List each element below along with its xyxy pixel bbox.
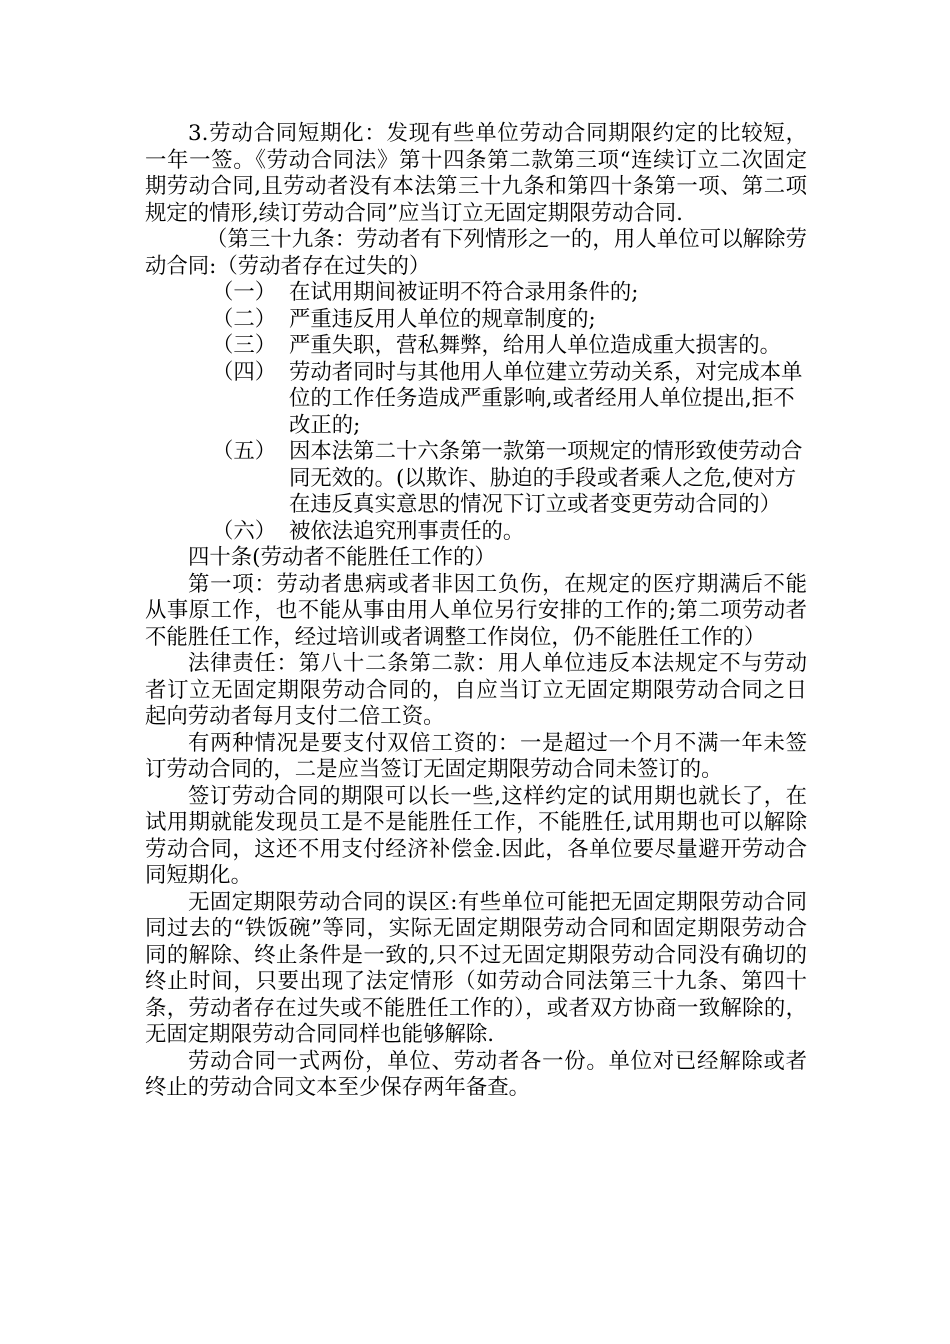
document-page	[145, 121, 807, 1102]
list-item-text: 因本法第二十六条第一款第一项规定的情形致使劳动合同无效的。(以欺诈、胁迫的手段或者乘人之危,使对方在违反真实意思的情况下订立或者变更劳动合同的）	[289, 439, 803, 517]
list-item	[212, 519, 807, 546]
paragraph-article-40: 四十条(劳动者不能胜任工作的）	[188, 545, 496, 570]
paragraph-open-ended-misconception: 无固定期限劳动合同的误区:有些单位可能把无固定期限劳动合同同过去的“铁饭碗”等同，实际无固定期限劳动合同和固定期限劳动合同的解除、终止条件是一致的,只不过无固定期限劳动合同没有确切的终止时间，只要出现了法定情形（如劳动合同法第三十九条、第四十条，劳动者存在过失或不能胜任工作的），或者双方协商一致解除的，无固定期限劳动合同同样也能够解除.	[145, 889, 807, 1047]
article-39-list	[145, 280, 807, 545]
list-item	[212, 280, 807, 307]
list-item-text: 严重违反用人单位的规章制度的;	[289, 306, 596, 332]
list-item-number: （六）	[212, 518, 277, 544]
list-item-number: （五）	[212, 439, 277, 464]
paragraph-copies: 劳动合同一式两份，单位、劳动者各一份。单位对已经解除或者终止的劳动合同文本至少保存两年备查。	[145, 1048, 807, 1100]
list-item	[212, 333, 807, 360]
list-item-text: 在试用期间被证明不符合录用条件的;	[289, 280, 639, 305]
list-item	[212, 307, 807, 334]
list-item-text: 严重失职，营私舞弊，给用人单位造成重大损害的。	[289, 333, 781, 358]
paragraph-short-term-contract: 3.劳动合同短期化：发现有些单位劳动合同期限约定的比较短，一年一签。《劳动合同法》第十四条第二款第三项“连续订立二次固定期劳动合同,且劳动者没有本法第三十九条和第四十条第一项、第二项规定的情形,续订劳动合同”应当订立无固定期限劳动合同.	[145, 121, 807, 226]
paragraph-double-wages: 有两种情况是要支付双倍工资的：一是超过一个月不满一年未签订劳动合同的，二是应当签订无固定期限劳动合同未签订的。	[145, 730, 807, 782]
paragraph-contract-term: 签订劳动合同的期限可以长一些,这样约定的试用期也就长了，在试用期就能发现员工是不是能胜任工作，不能胜任,试用期也可以解除劳动合同，这还不用支付经济补偿金.因此，各单位要尽量避开劳动合同短期化。	[145, 783, 807, 888]
paragraph-legal-liability: 法律责任：第八十二条第二款：用人单位违反本法规定不与劳动者订立无固定期限劳动合同的，自应当订立无固定期限劳动合同之日起向劳动者每月支付二倍工资。	[145, 651, 807, 729]
list-item-number: （四）	[212, 359, 277, 385]
list-item	[212, 439, 807, 519]
list-item-number: （三）	[212, 333, 277, 358]
list-item	[212, 360, 807, 440]
paragraph-article-40-detail: 第一项：劳动者患病或者非因工负伤，在规定的医疗期满后不能从事原工作，也不能从事由用人单位另行安排的工作的;第二项劳动者不能胜任工作，经过培训或者调整工作岗位，仍不能胜任工作的）	[145, 571, 807, 650]
list-item-text: 劳动者同时与其他用人单位建立劳动关系，对完成本单位的工作任务造成严重影响,或者经用人单位提出,拒不改正的;	[289, 359, 803, 438]
list-item-number: （二）	[212, 306, 277, 332]
paragraph-article-39: （第三十九条：劳动者有下列情形之一的，用人单位可以解除劳动合同:（劳动者存在过失的）	[145, 227, 807, 279]
list-item-number: （一）	[212, 280, 277, 305]
list-item-text: 被依法追究刑事责任的。	[289, 518, 525, 544]
